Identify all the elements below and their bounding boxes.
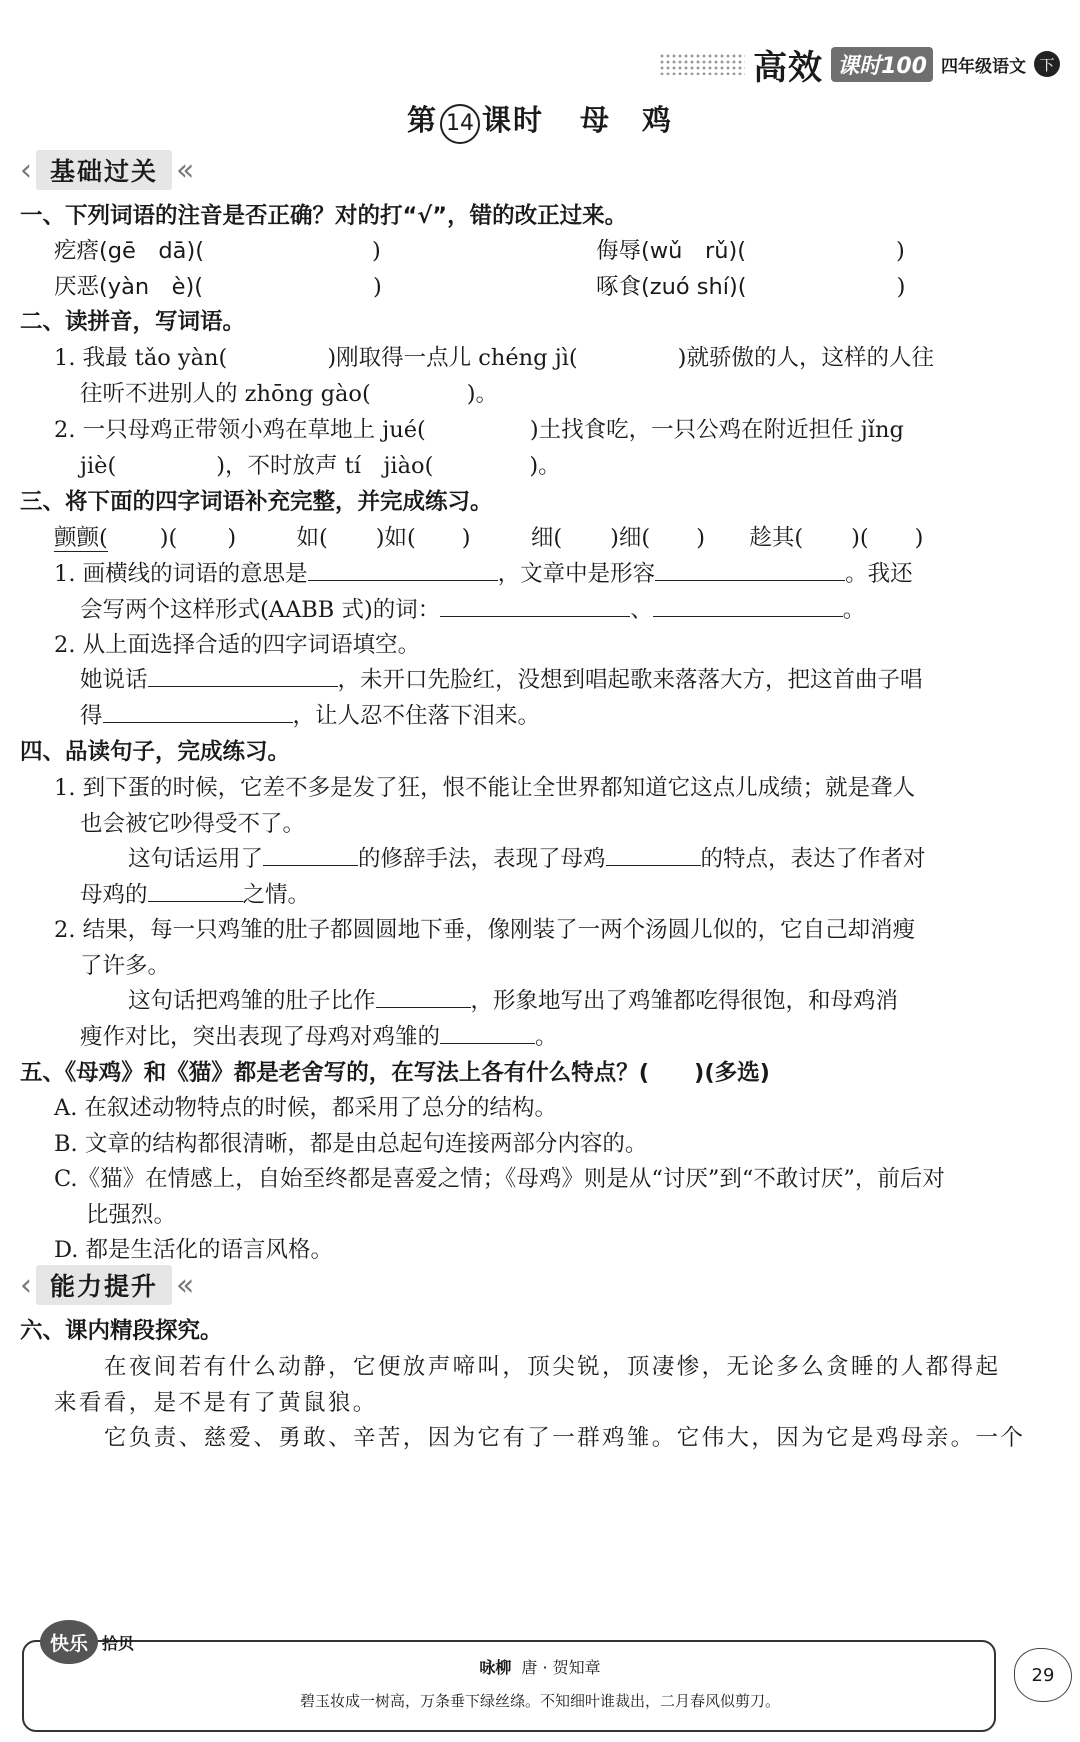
grade-subject: 四年级语文 [941,56,1026,77]
lesson-prefix: 第 [406,103,438,137]
question-2-title: 二、读拼音，写词语。 [20,309,246,335]
option-a[interactable]: A. 在叙述动物特点的时候，都采用了总分的结构。 [54,1095,558,1121]
double-chevron-left-icon: « [176,152,195,188]
q3-sub-1: 1. 画横线的词语的意思是 ，文章中是形容 。我还 [54,556,1080,588]
q1-row-2: 厌恶(yàn è)( ) [54,274,382,300]
question-3-title: 三、将下面的四字词语补充完整，并完成练习。 [20,489,493,515]
q1-item: 侮辱(wǔ rǔ)( [596,238,747,264]
q3-sub-2b: 得 ，让人忍不住落下泪来。 [80,698,1080,730]
q4-quote-1: 1. 到下蛋的时候，它差不多是发了狂，恨不能让全世界都知道它这点儿成绩；就是聋人 [54,775,916,801]
lesson-name: 母 鸡 [580,103,674,137]
answer-blank[interactable] [148,664,338,687]
chevron-left-icon: ‹ [20,1267,32,1303]
lesson-number: 14 [440,104,480,144]
answer-blank[interactable] [440,594,630,617]
q3-words: 颤颤( )( ) 如( )如( ) 细( )细( ) 趁其( )( ) [54,525,924,551]
poem-box [22,1640,996,1732]
volume-badge: 下 [1034,51,1060,77]
answer-blank[interactable] [606,843,701,866]
answer-blank[interactable] [148,879,243,902]
q3-sub-1b: 会写两个这样形式(AABB 式)的词： 、 。 [80,592,1080,624]
q1-row-1b: 侮辱(wǔ rǔ)( ) [596,238,905,264]
poem-heading [0,1655,1080,1678]
badge-bubble-icon: 快乐 [40,1620,98,1664]
option-d[interactable]: D. 都是生活化的语言风格。 [54,1237,334,1263]
series-logo: 高效 [753,47,824,88]
q2-line-1: 1. 我最 tǎo yàn( )刚取得一点儿 chéng jì( )就骄傲的人，这样的人往 [54,345,934,371]
poem-author: 唐 · 贺知章 [521,1658,601,1677]
option-b[interactable]: B. 文章的结构都很清晰，都是由总起句连接两部分内容的。 [54,1131,648,1157]
q4-quote-2: 2. 结果，每一只鸡雏的肚子都圆圆地下垂，像刚装了一两个汤圆儿似的，它自己却消瘦 [54,917,916,943]
q4-quote-2b: 了许多。 [80,953,171,979]
question-1-title: 一、下列词语的注音是否正确？对的打“√”，错的改正过来。 [20,203,628,229]
chevron-left-icon: ‹ [20,152,32,188]
section-label: 基础过关 [36,150,172,190]
answer-blank[interactable] [440,1021,535,1044]
poem-text: 碧玉妆成一树高，万条垂下绿丝绦。不知细叶谁裁出，二月春风似剪刀。 [299,1692,780,1710]
q4-prompt-2: 这句话把鸡雏的肚子比作 ，形象地写出了鸡雏都吃得很饱，和母鸡消 [128,983,1080,1015]
lesson-suffix: 课时 [481,103,544,137]
answer-blank[interactable] [263,843,358,866]
q2-line-3: 2. 一只母鸡正带领小鸡在草地上 jué( )土找食吃，一只公鸡在附近担任 jǐng [54,417,904,443]
q3-sub-2a: 她说话 ，未开口先脸红，没想到唱起歌来落落大方，把这首曲子唱 [80,662,1080,694]
section-banner-advanced [20,1265,194,1305]
q1-item: 啄食(zuó shí)( [596,274,747,300]
question-5-title: 五、《母鸡》和《猫》都是老舍写的，在写法上各有什么特点？( )(多选) [20,1060,770,1086]
q2-line-4: jiè( )，不时放声 tí jiào( )。 [80,453,561,479]
q4-prompt-1b: 母鸡的 之情。 [80,877,1080,909]
reading-passage-line: 来看看，是不是有了黄鼠狼。 [54,1390,378,1416]
q4-prompt-1: 这句话运用了 的修辞手法，表现了母鸡 的特点，表达了作者对 [128,841,1080,873]
answer-blank[interactable] [653,594,843,617]
reading-passage-line: 它负责、慈爱、勇敢、辛苦，因为它有了一群鸡雏。它伟大，因为它是鸡母亲。一个 [104,1425,1026,1451]
answer-blank[interactable] [308,558,498,581]
q4-prompt-2b: 瘦作对比，突出表现了母鸡对鸡雏的 。 [80,1019,1080,1051]
answer-blank[interactable] [103,700,293,723]
question-6-title: 六、课内精段探究。 [20,1318,223,1344]
answer-blank[interactable] [655,558,845,581]
lesson-title [0,98,1080,144]
question-4-title: 四、品读句子，完成练习。 [20,739,291,765]
dot-pattern-icon [659,53,745,75]
section-banner-basic [20,150,194,190]
book-header [659,44,1060,88]
q3-sub-2: 2. 从上面选择合适的四字词语填空。 [54,632,421,658]
q4-quote-1b: 也会被它吵得受不了。 [80,811,306,837]
reading-passage-line: 在夜间若有什么动静，它便放声啼叫，顶尖锐，顶凄惨，无论多么贪睡的人都得起 [104,1354,1001,1380]
q1-row-2b: 啄食(zuó shí)( ) [596,274,906,300]
option-c[interactable]: C.《猫》在情感上，自始至终都是喜爱之情；《母鸡》则是从“讨厌”到“不敢讨厌”，前后对 [54,1166,945,1192]
brand-name: 课时100 [831,47,933,82]
answer-blank[interactable] [376,985,471,1008]
q1-item: 厌恶(yàn è)( [54,274,204,300]
double-chevron-left-icon: « [176,1267,195,1303]
badge-label: 拾贝 [102,1633,135,1653]
q2-line-2: 往听不进别人的 zhōng gào( )。 [80,381,499,407]
option-c-cont: 比强烈。 [86,1202,177,1228]
q1-row-1: 疙瘩(gē dā)( ) [54,238,381,264]
section-label: 能力提升 [36,1265,172,1305]
poem-title: 咏柳 [479,1658,512,1677]
page-number: 29 [1014,1648,1072,1702]
q1-item: 疙瘩(gē dā)( [54,238,205,264]
